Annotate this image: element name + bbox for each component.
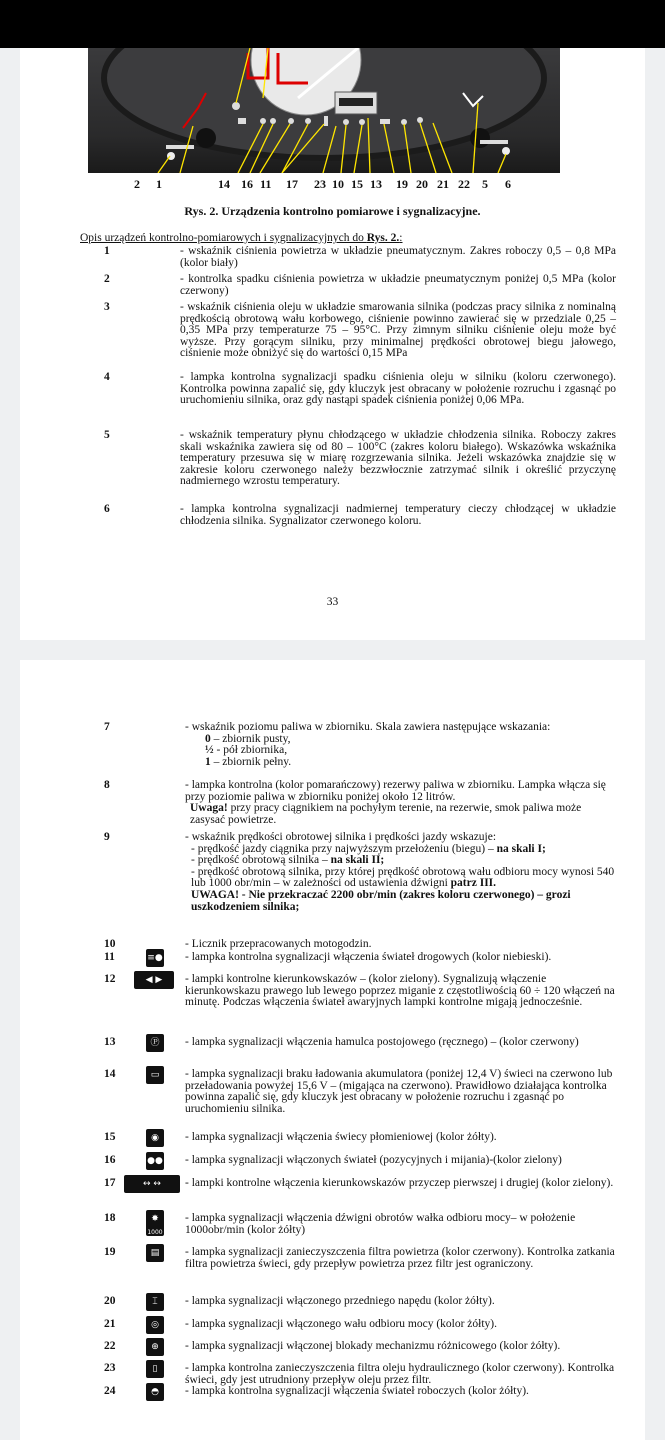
trailer-turn-signal-icon: ↔ ↔	[124, 1175, 180, 1193]
callout: 1	[156, 177, 162, 191]
callout: 5	[482, 177, 488, 191]
item-description: - lampki kontrolne włączenia kierunkowskazów przyczep pierwszej i drugiej (kolor zielony).	[185, 1177, 614, 1189]
diff-lock-icon: ⊕	[146, 1338, 164, 1356]
item-number: 23	[104, 1362, 116, 1374]
callout: 10	[332, 177, 344, 191]
item-number: 14	[104, 1068, 116, 1080]
item-description: - lampka kontrolna zanieczyszczenia filtra oleju hydraulicznego (kolor czerwony). Kontrolka świeci, gdy jest utrudniony przepływ oleju przez filtr.	[185, 1362, 615, 1386]
item-description: - lampka sygnalizacji włączonego przedniego napędu (kolor żółty).	[185, 1295, 495, 1307]
work-lights-icon: ◓	[146, 1383, 164, 1401]
item-description: - lampka sygnalizacji włączenia dźwigni obrotów wałka odbioru mocy– w położenie 1000obr/min (kolor żółty)	[185, 1212, 576, 1236]
item-description: - lampka sygnalizacji włączonej blokady mechanizmu różnicowego (kolor żółty).	[185, 1340, 561, 1352]
air-filter-icon: ▤	[146, 1244, 164, 1262]
icon-label: 1000	[147, 1229, 163, 1236]
item-number: 18	[104, 1212, 116, 1224]
low-beam-icon: ●●	[146, 1152, 164, 1170]
callout: 21	[437, 177, 449, 191]
callout: 2	[134, 177, 140, 191]
glow-plug-icon: ◉	[146, 1129, 164, 1147]
dashboard-illustration	[88, 48, 560, 173]
figure-callout-numbers	[20, 177, 645, 191]
item-number: 13	[104, 1036, 116, 1048]
callout: 20	[416, 177, 428, 191]
turn-signal-icon: ◀ ▶	[134, 971, 174, 989]
callout: 14	[218, 177, 230, 191]
item-description: - lampka sygnalizacji włączonego wału odbioru mocy (kolor żółty).	[185, 1318, 497, 1330]
callout: 17	[286, 177, 298, 191]
item-number: 16	[104, 1154, 116, 1166]
figure-caption: Rys. 2. Urządzenia kontrolno pomiarowe i sygnalizacyjne.	[184, 204, 481, 218]
item-number: 15	[104, 1131, 116, 1143]
status-bar	[0, 0, 665, 48]
callout: 19	[396, 177, 408, 191]
item-description: - lampka kontrolna sygnalizacji włączenia świateł roboczych (kolor żółty).	[185, 1385, 529, 1397]
item-number: 12	[104, 973, 116, 985]
item-description: - lampka kontrolna sygnalizacji włączenia świateł drogowych (kolor niebieski).	[185, 951, 552, 963]
item-number: 20	[104, 1295, 116, 1307]
hydraulic-filter-icon: ▯	[146, 1360, 164, 1378]
item-description: - lampka sygnalizacji włączonych świateł (pozycyjnych i mijania)-(kolor zielony)	[185, 1154, 562, 1166]
callout: 15	[351, 177, 363, 191]
section-heading: Opis urządzeń kontrolno-pomiarowych i sygnalizacyjnych do Rys. 2.:	[80, 232, 403, 244]
pto-shaft-icon: ◎	[146, 1316, 164, 1334]
item-number: 11	[104, 951, 115, 963]
parking-brake-icon: Ⓟ	[146, 1034, 164, 1052]
item-description: - lampki kontrolne kierunkowskazów – (kolor zielony). Sygnalizują włączenie kierunkowskazu prawego lub lewego poprzez miganie z częstotliwością 60 ÷ 120 włączeń na minutę. Podczas włączenia świateł awaryjnych lampki kontrolne migają jednocześnie.	[185, 973, 615, 1009]
high-beam-icon: ≡●	[146, 949, 164, 967]
pto-1000-icon: ✸ 1000	[146, 1210, 164, 1236]
callout: 13	[370, 177, 382, 191]
item-description: - lampka sygnalizacji braku ładowania akumulatora (poniżej 12,4 V) świeci na czerwono lub przeładowania powyżej 15,6 V – (migająca na czerwono). Prawidłowo działająca kontrolka powinna zapalić się, gdy kluczyk jest obracany w położenie rozruchu i zgasnąć po uruchomieniu silnika.	[185, 1068, 613, 1115]
item-number: 22	[104, 1340, 116, 1352]
battery-icon: ▭	[146, 1066, 164, 1084]
pdf-page-33: 2 1 14 16 11 17 23 10 15 13 19 20 21 22 5 6 Rys. 2. Urządzenia kontrolno pomiarowe i sygnalizacyjne. Opis urządzeń kontrolno-pomiarowych i sygnalizacyjnych do Rys. 2.: 1 - wskaźnik ciśnienia powietrza w układzie pneumatycznym. Zakres roboczy 0,5 – 0,8 MPa (kolor biały) 2 - kontrolka spadku ciśnienia powietrza w układzie pneumatycznym poniżej 0,5 MPa (kolor czerwony) 3 - wskaźnik ciśnienia oleju w układzie smarowania silnika (podczas pracy silnika z nominalną prędkością obrotową wału korbowego, ciśnienie powinno zawierać się w przedziale 0,25 – 0,35 MPa przy temperaturze 75 – 95°C. Przy zimnym silniku ciśnienie oleju może być wyższe. Przy gorącym silniku, przy minimalnej prędkości obrotowej biegu jałowego, ciśnienie może obniżyć się do wartości 0,15 MPa 4 - lampka kontrolna sygnalizacji spadku ciśnienia oleju w silniku (koloru czerwonego). Kontrolka powinna zapalić się, gdy kluczyk jest obracany w położenie rozruchu i zgasnąć po uruchomieniu silnika, oraz gdy nastąpi spadek ciśnienia poniżej 0,06 MPa. 5 - wskaźnik temperatury płynu chłodzącego w układzie chłodzenia silnika. Roboczy zakres skali wskaźnika zawiera się od 80 – 100°C (zakres koloru białego). Wskazówka wskaźnika temperatury przesuwa się w miarę rozgrzewania silnika. Jeżeli wskazówka znajdzie się w zakresie koloru czerwonego należy bezzwłocznie zatrzymać silnik i określić przyczynę nadmiernego wzrostu temperatury. 6 - lampka kontrolna sygnalizacji nadmiernej temperatury cieczy chłodzącej w układzie chłodzenia silnika. Sygnalizator czerwonego koloru. 33	[20, 48, 645, 640]
item-number: 21	[104, 1318, 116, 1330]
item-description: - lampka sygnalizacji włączenia świecy płomieniowej (kolor żółty).	[185, 1131, 497, 1143]
pdf-page-34: 7 - wskaźnik poziomu paliwa w zbiorniku. Skala zawiera następujące wskazania: 0 – zbiornik pusty, ½ - pół zbiornika, 1 – zbiornik pełny. 8 - lampka kontrolna (kolor pomarańczowy) rezerwy paliwa w zbiorniku. Lampka włącza się przy poziomie paliwa w zbiorniku poniżej około 12 litrów. Uwaga! przy pracy ciągnikiem na pochyłym terenie, na rezerwie, smok paliwa może zasysać powietrze. 9 - wskaźnik prędkości obrotowej silnika i prędkości jazdy wskazuje: - prędkość jazdy ciągnika przy najwyższym przełożeniu (biegu) – na skali I; - prędkość obrotową silnika – na skali II; - prędkość obrotową silnika, przy której prędkość obrotową wału odbioru mocy wynosi 540 lub 1000 obr/min – w zależności od ustawienia dźwigni patrz III. UWAGA! - Nie przekraczać 2200 obr/min (zakres koloru czerwonego) – grozi uszkodzeniem silnika; 10 - Licznik przepracowanych motogodzin. 11 ≡● - lampka kontrolna sygnalizacji włączenia świateł drogowych (kolor niebieski). 12 ◀ ▶ - lampki kontrolne kierunkowskazów – (kolor zielony). Sygnalizują włączenie kierunkowskazu prawego lub lewego poprzez miganie z częstotliwością 60 ÷ 120 włączeń na minutę. Podczas włączenia świateł awaryjnych lampki kontrolne migają jednocześnie. 13 Ⓟ - lampka sygnalizacji włączenia hamulca postojowego (ręcznego) – (kolor czerwony) 14 ▭ - lampka sygnalizacji braku ładowania akumulatora (poniżej 12,4 V) świeci na czerwono lub przeładowania powyżej 15,6 V – (migająca na czerwono). Prawidłowo działająca kontrolka powinna zapalić się, gdy kluczyk jest obracany w położenie rozruchu i zgasnąć po uruchomieniu silnika. 15 ◉ - lampka sygnalizacji włączenia świecy płomieniowej (kolor żółty). 16 ●● - lampka sygnalizacji włączonych świateł (pozycyjnych i mijania)-(kolor zielony) 17 ↔ ↔ - lampki kontrolne włączenia kierunkowskazów przyczep pierwszej i drugiej (kolor zielony). 18 ✸ 1000 - lampka sygnalizacji włączenia dźwigni obrotów wałka odbioru mocy– w położenie 1000obr/min (kolor żółty) 19 ▤ - lampka sygnalizacji zanieczyszczenia filtra powietrza (kolor czerwony). Kontrolka zatkania filtra powietrza świeci, gdy przepływ powietrza przez filtr jest ograniczony. 20 ⌶ - lampka sygnalizacji włączonego przedniego napędu (kolor żółty). 21 ◎ - lampka sygnalizacji włączonego wału odbioru mocy (kolor żółty). 22 ⊕ - lampka sygnalizacji włączonej blokady mechanizmu różnicowego (kolor żółty). 23 ▯ - lampka kontrolna zanieczyszczenia filtra oleju hydraulicznego (kolor czerwony). Kontrolka świeci, gdy jest utrudniony przepływ oleju przez filtr. 24 ◓ - lampka kontrolna sygnalizacji włączenia świateł roboczych (kolor żółty).	[20, 660, 645, 1440]
page-number: 33	[326, 596, 339, 608]
item-number: 19	[104, 1246, 116, 1258]
item-number: 17	[104, 1177, 116, 1189]
callout: 23	[314, 177, 326, 191]
callout: 16	[241, 177, 253, 191]
callout: 11	[260, 177, 272, 191]
callout: 6	[505, 177, 511, 191]
item-description: - lampka sygnalizacji zanieczyszczenia filtra powietrza (kolor czerwony). Kontrolka zatkania filtra powietrza świeci, gdy przepływ powietrza przez filtr jest ograniczony.	[185, 1246, 615, 1270]
front-drive-icon: ⌶	[146, 1293, 164, 1311]
callout: 22	[458, 177, 470, 191]
dashboard-photo	[88, 48, 560, 173]
item-description: - lampka sygnalizacji włączenia hamulca postojowego (ręcznego) – (kolor czerwony)	[185, 1036, 579, 1048]
item-number: 24	[104, 1385, 116, 1397]
